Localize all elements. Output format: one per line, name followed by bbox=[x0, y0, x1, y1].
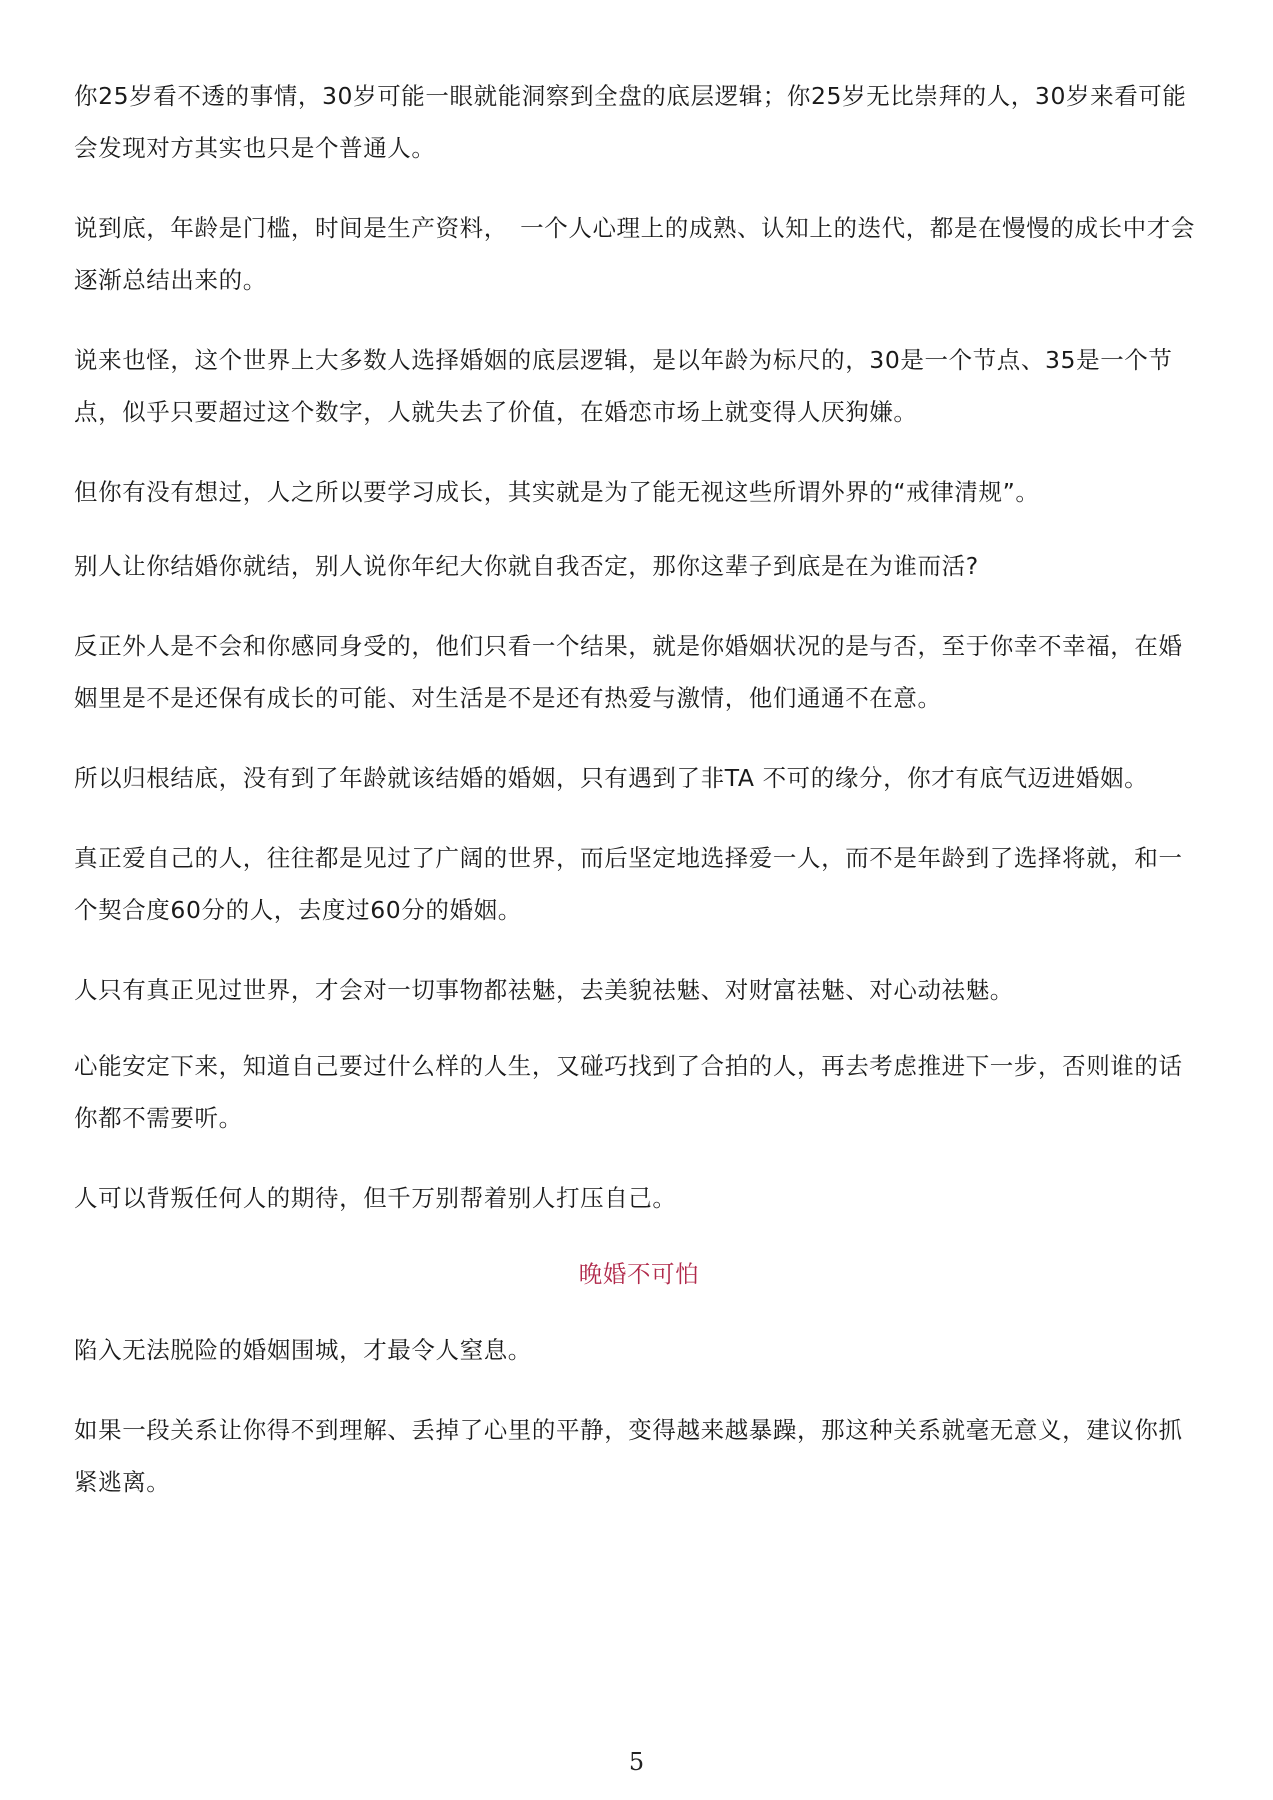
paragraph-2: 说到底，年龄是门槛，时间是生产资料， 一个人心理上的成熟、认知上的迭代，都是在慢慢的成长中才会逐渐总结出来的。 bbox=[74, 214, 1195, 294]
paragraph-10: 心能安定下来，知道自己要过什么样的人生，又碰巧找到了合拍的人，再去考虑推进下一步，否则谁的话你都不需要听。 bbox=[74, 1052, 1183, 1132]
paragraph-8: 真正爱自己的人，往往都是见过了广阔的世界，而后坚定地选择爱一人，而不是年龄到了选择将就，和一个契合度60分的人，去度过60分的婚姻。 bbox=[74, 844, 1183, 924]
paragraph-5: 别人让你结婚你就结，别人说你年纪大你就自我否定，那你这辈子到底是在为谁而活? bbox=[74, 552, 979, 580]
page-number: 5 bbox=[628, 1748, 645, 1776]
paragraph-3: 说来也怪，这个世界上大多数人选择婚姻的底层逻辑，是以年龄为标尺的，30是一个节点、35是一个节点，似乎只要超过这个数字，人就失去了价值，在婚恋市场上就变得人厌狗嫌。 bbox=[74, 346, 1173, 426]
paragraph-9: 人只有真正见过世界，才会对一切事物都祛魅，去美貌祛魅、对财富祛魅、对心动祛魅。 bbox=[74, 976, 1014, 1004]
paragraph-13: 如果一段关系让你得不到理解、丢掉了心里的平静，变得越来越暴躁，那这种关系就毫无意义，建议你抓紧逃离。 bbox=[74, 1416, 1183, 1496]
document-body bbox=[74, 70, 1204, 1508]
paragraph-4: 但你有没有想过，人之所以要学习成长，其实就是为了能无视这些所谓外界的“戒律清规”。 bbox=[74, 478, 1040, 506]
paragraph-6: 反正外人是不会和你感同身受的，他们只看一个结果，就是你婚姻状况的是与否，至于你幸不幸福，在婚姻里是不是还保有成长的可能、对生活是不是还有热爱与激情，他们通通不在意。 bbox=[74, 632, 1183, 712]
section-heading: 晚婚不可怕 bbox=[578, 1260, 700, 1288]
paragraph-11: 人可以背叛任何人的期待，但千万别帮着别人打压自己。 bbox=[74, 1184, 677, 1212]
paragraph-12: 陷入无法脱险的婚姻围城，才最令人窒息。 bbox=[74, 1336, 532, 1364]
paragraph-7: 所以归根结底，没有到了年龄就该结婚的婚姻，只有遇到了非TA 不可的缘分，你才有底气迈进婚姻。 bbox=[74, 764, 1149, 792]
paragraph-1: 你25岁看不透的事情，30岁可能一眼就能洞察到全盘的底层逻辑；你25岁无比崇拜的人，30岁来看可能会发现对方其实也只是个普通人。 bbox=[74, 82, 1187, 162]
